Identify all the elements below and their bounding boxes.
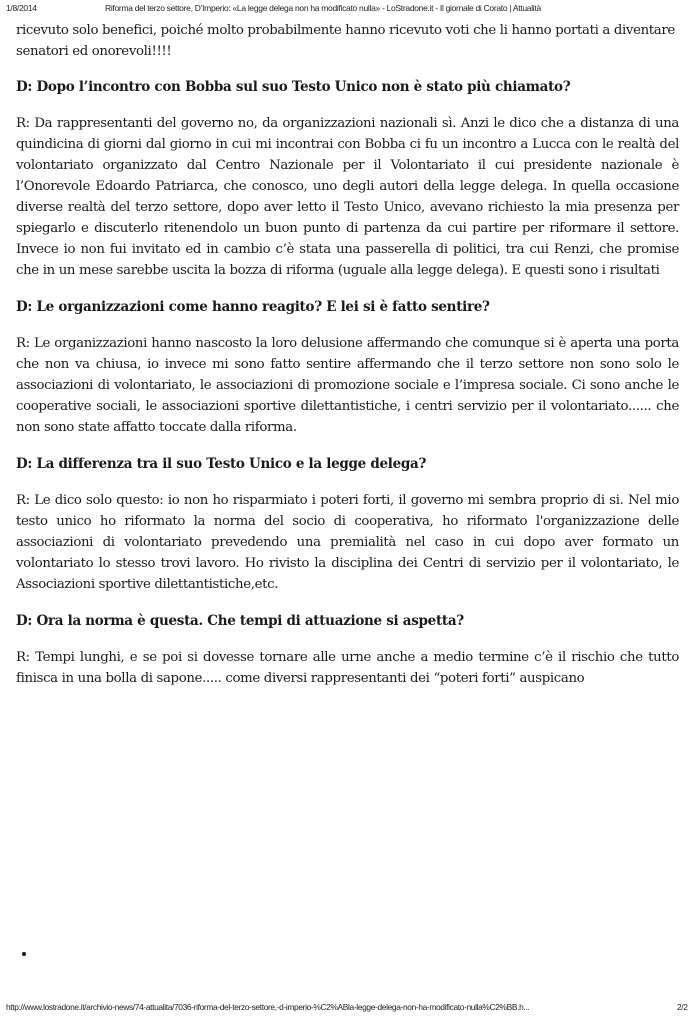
answer-2: R: Le organizzazioni hanno nascosto la loro delusione affermando che comunque si è aperta una porta che non va chiusa, io invece mi sono fatto sentire affermando che il terzo settore non sono solo le associazioni di volontariato, le associazioni di promozione sociale e l’impresa sociale. Ci sono anche le cooperative sociali, le associazioni sportive dilettantistiche, i centri servizio per il volontariato...... che non sono state affatto toccate dalla riforma.: [16, 336, 679, 435]
answer-3: R: Le dico solo questo: io non ho risparmiato i poteri forti, il governo mi sembra proprio di si. Nel mio testo unico ho riformato la norma del socio di cooperativa, ho riformato l'organizzazione delle associazioni di volontariato prevedendo una premialità nel caso in cui dopo aver formato un volontariato lo stesso trovi lavoro. Ho rivisto la disciplina dei Centri di servizio per il volontariato, le Associazioni sportive dilettantistiche,etc.: [16, 493, 679, 592]
page-title: Riforma del terzo settore, D’Imperio: «La legge delega non ha modificato nulla» - LoStradone.it - Il giornale di Corato | Attualità: [105, 3, 541, 13]
question-3: D: La differenza tra il suo Testo Unico e la legge delega?: [16, 456, 427, 472]
stray-dot-mark: [22, 952, 26, 956]
intro-continuation: ricevuto solo benefici, poiché molto probabilmente hanno ricevuto voti che li hanno portati a diventare senatori ed onorevoli!!!!: [16, 23, 675, 59]
question-2: D: Le organizzazioni come hanno reagito? E lei si è fatto sentire?: [16, 299, 490, 315]
print-date: 1/8/2014: [6, 3, 37, 13]
article-body: [16, 20, 679, 689]
page-number: 2/2: [677, 1002, 688, 1012]
question-4: D: Ora la norma è questa. Che tempi di attuazione si aspetta?: [16, 613, 464, 629]
print-footer: [6, 1002, 688, 1014]
page-url: http://www.lostradone.it/archivio-news/74-attualita/7036-riforma-del-terzo-settore,-d-imperio-%C2%ABla-legge-delega-non-ha-modificato-nulla%C2%BB.h...: [6, 1002, 530, 1012]
answer-1: R: Da rappresentanti del governo no, da organizzazioni nazionali sì. Anzi le dico che a distanza di una quindicina di giorni dal giorno in cui mi incontrai con Bobba ci fu un incontro a Lucca con le realtà del volontariato organizzato dal Centro Nazionale per il Volontariato il cui presidente nazionale è l’Onorevole Edoardo Patriarca, che conosco, uno degli autori della legge delega. In quella occasione diverse realtà del terzo settore, dopo aver letto il Testo Unico, avevano richiesto la mia presenza per spiegarlo e discuterlo ritenendolo un buon punto di partenza da cui partire per riformare il settore. Invece io non fui invitato ed in cambio c’è stata una passerella di politici, tra cui Renzi, che promise che in un mese sarebbe uscita la bozza di riforma (uguale alla legge delega). E questi sono i risultati: [16, 116, 679, 278]
answer-4: R: Tempi lunghi, e se poi si dovesse tornare alle urne anche a medio termine c’è il rischio che tutto finisca in una bolla di sapone..... come diversi rappresentanti dei “poteri forti” auspicano: [16, 650, 679, 686]
print-header: [6, 3, 688, 15]
question-1: D: Dopo l’incontro con Bobba sul suo Testo Unico non è stato più chiamato?: [16, 79, 571, 95]
